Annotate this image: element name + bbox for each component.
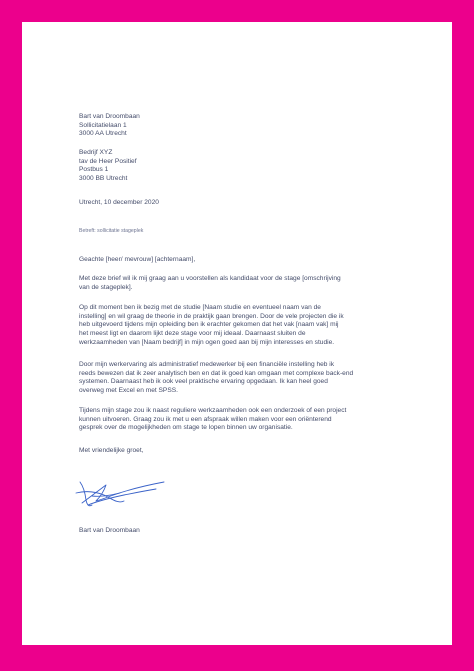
signature-name [79,527,409,536]
recipient-line: 3000 BB Utrecht [79,175,128,183]
sender-address [79,113,409,139]
paragraph-line: overweg met Excel en met SPSS. [79,387,178,395]
salutation [79,256,409,265]
letter-date [79,199,409,208]
closing [79,447,409,456]
recipient-line: tav de Heer Positief [79,157,137,165]
paragraph-line: systemen. Daarnaast heb ik ook veel praktische ervaring opgedaan. Ik kan heel goed [79,378,328,386]
paragraph-line: het meest ligt en daarom lijkt deze stage voor mij ideaal. Daarnaast sluiten de [79,330,306,338]
recipient-line: Postbus 1 [79,166,109,174]
signature-name-text: Bart van Droombaan [79,527,140,534]
paragraph-line: instelling] en wil graag de theorie in de praktijk gaan brengen. Door de vele projecten die ik [79,312,344,320]
paragraph-line: van de stageplek]. [79,283,133,291]
paragraph-line: Door mijn werkervaring als administratief medewerker bij een financiële instelling heb ik [79,361,335,368]
sender-line: Sollicitatielaan 1 [79,121,127,129]
recipient-line: Bedrijf XYZ [79,149,113,156]
recipient-address [79,149,409,184]
subject-line [79,228,409,235]
paragraph-line: reeds bewezen dat ik zeer analytisch ben en dat ik goed kan omgaan met complexe back-end [79,369,354,377]
paragraph-intro [79,275,409,292]
paragraph-experience [79,361,409,396]
sender-line: 3000 AA Utrecht [79,130,127,138]
subject-text: Betreft: sollicitatie stageplek [79,228,144,234]
paragraph-internship [79,407,409,433]
date-text: Utrecht, 10 december 2020 [79,199,159,206]
paragraph-line: kunnen uitvoeren. Graag zou ik met u een afspraak willen maken voor een oriënterend [79,415,332,423]
paragraph-line: heb uitgevoerd tijdens mijn opleiding ben ik erachter gekomen dat het vak [naam vak] mij [79,321,339,329]
salutation-text: Geachte [heer/ mevrouw] [achternaam], [79,256,196,263]
handwritten-signature [74,479,166,509]
paragraph-line: Tijdens mijn stage zou ik naast reguliere werkzaamheden ook een onderzoek of een project [79,407,347,414]
paragraph-line: werkzaamheden van [Naam bedrijf] in mijn ogen goed aan bij mijn interesses en studie. [79,338,335,346]
paragraph-study [79,304,409,348]
sender-line: Bart van Droombaan [79,113,140,120]
paragraph-line: Op dit moment ben ik bezig met de studie [Naam studie en eventueel naam van de [79,304,321,311]
paragraph-line: Met deze brief wil ik mij graag aan u voorstellen als kandidaat voor de stage [omschrijving [79,275,341,282]
closing-text: Met vriendelijke groet, [79,447,144,454]
paragraph-line: gesprek over de mogelijkheden om stage te lopen binnen uw organisatie. [79,424,293,432]
